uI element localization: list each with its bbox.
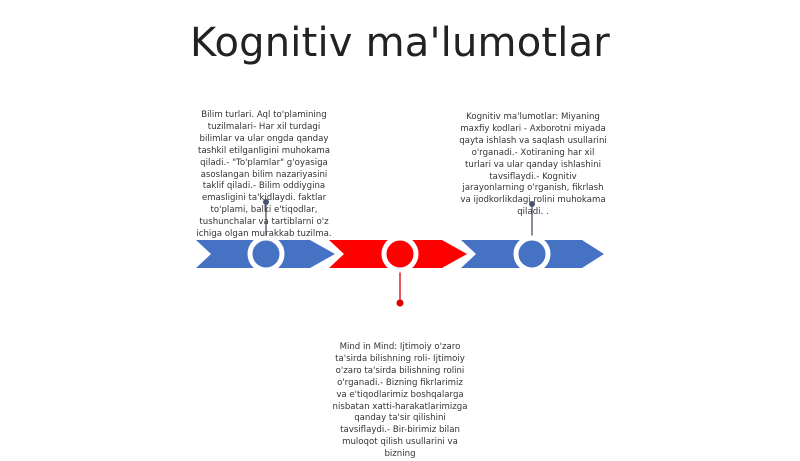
milestone-circle-2	[384, 238, 416, 270]
connector-dot-3	[397, 300, 404, 307]
milestone-circle-1	[250, 238, 282, 270]
slide-title: Kognitiv ma'lumotlar	[190, 20, 610, 66]
milestone-text-3: Mind in Mind: Ijtimoiy o'zaro ta'sirda bilishning roli- Ijtimoiy o'zaro ta'sirda bilishning rolini o'rganadi.- Bizning fikrlarimiz va e'tiqodlarimiz boshqalarga nisbatan xatti-harakatlarimizga qanday ta'sir qilishini tavsiflaydi.- Bir-birimiz bilan muloqot qilish usullarini va bizning	[332, 342, 468, 460]
milestone-text-1: Bilim turlari. Aql to'plamining tuzilmalari- Har xil turdagi bilimlar va ular ongda qanday tashkil etilganligini muhokama qiladi.- "To'plamlar" g'oyasiga asoslangan bilim nazariyasini taklif qiladi.- Bilim oddiygina emasligini ta'kidlaydi. faktlar to'plami, balki e'tiqodlar, tushunchalar va tartiblarni o'z ichiga olgan murakkab tuzilma.	[196, 110, 332, 240]
milestone-text-2: Kognitiv ma'lumotlar: Miyaning maxfiy kodlari - Axborotni miyada qayta ishlash va saqlash usullarini o'rganadi.- Xotiraning har xil turlari va ular qanday ishlashini tavsiflaydi.- Kognitiv jarayonlarning o'rganish, fikrlash va ijodkorlikdagi rolini muhokama qiladi. .	[459, 112, 607, 218]
milestone-circle-3	[516, 238, 548, 270]
